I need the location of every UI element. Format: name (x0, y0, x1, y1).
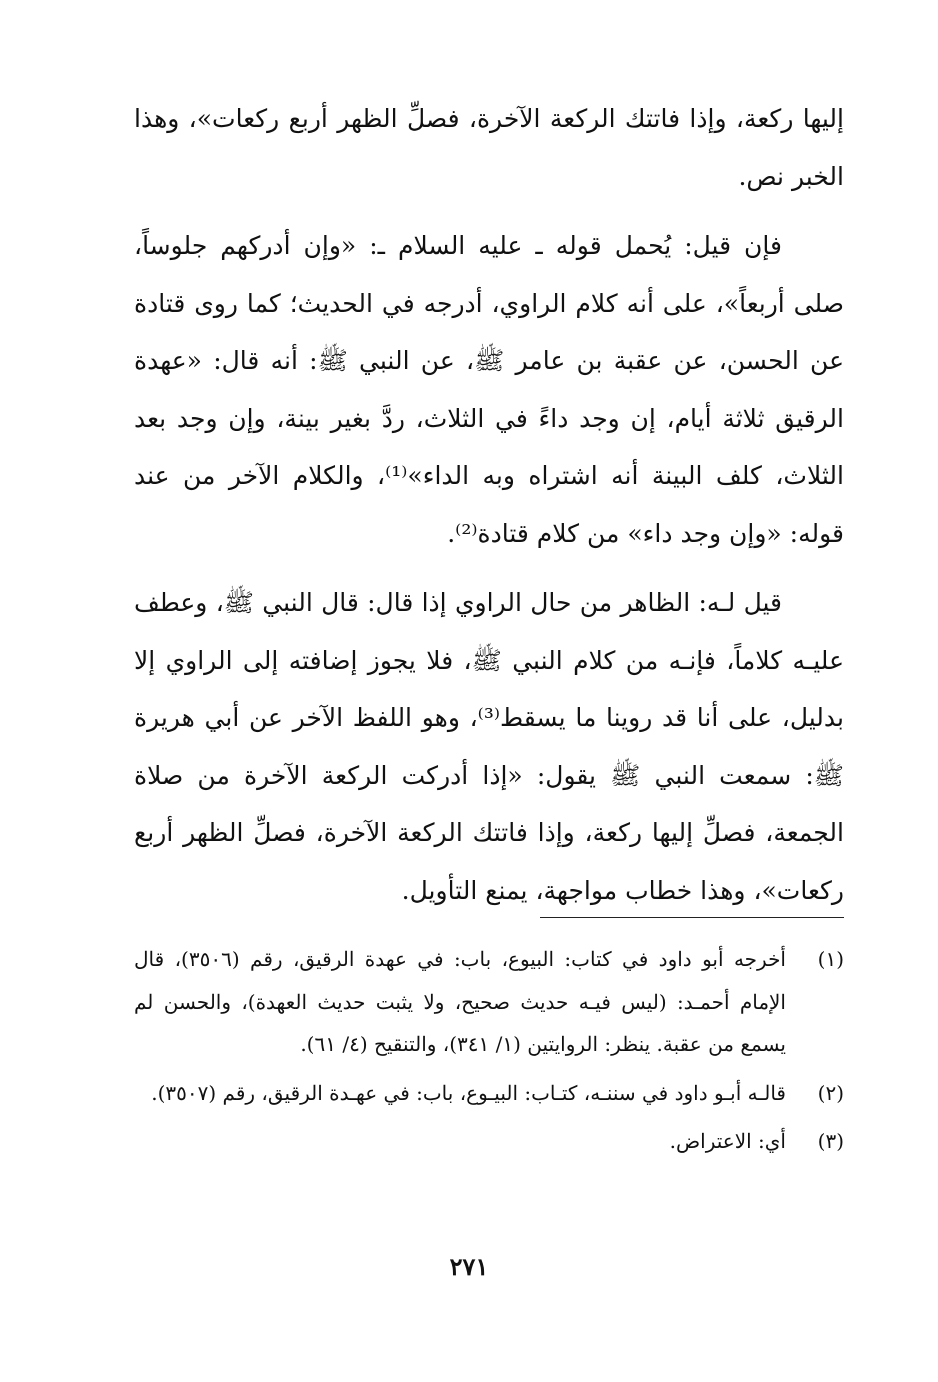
footnote-1 (134, 938, 844, 1066)
footnotes-block (134, 938, 844, 1169)
paragraph-objection: فإن قيل: يُحمل قوله ـ عليه السلام ـ: «وإن أدركهم جلوساً، صلى أربعاً»، على أنه كلام الراوي، أدرجه في الحديث؛ كما روى قتادة عن الحسن، عن عقبة بن عامر ﷺ، عن النبي ﷺ: أنه قال: «عهدة الرقيق ثلاثة أيام، إن وجد داءً في الثلاث، ردَّ بغير بينة، وإن وجد بعد الثلاث، كلف البينة أنه اشتراه وبه الداء»⁽¹⁾، والكلام الآخر من عند قوله: «وإن وجد داء» من كلام قتادة⁽²⁾. (134, 231, 844, 548)
footnote-2 (134, 1072, 844, 1115)
footnote-separator (540, 917, 844, 918)
footnote-text: أي: الاعتراض. (669, 1129, 786, 1153)
paragraph-continuation: إليها ركعة، وإذا فاتتك الركعة الآخرة، فصلِّ الظهر أربع ركعات»، وهذا الخبر نص. (134, 104, 844, 191)
page-number: ٢٧١ (449, 1252, 489, 1281)
footnote-text: أخرجه أبو داود في كتاب: البيوع، باب: في عهدة الرقيق، رقم (٣٥٠٦)، قال الإمام أحمـد: (ليس فيـه حديث صحيح، ولا يثبت حديث العهدة)، والحسن لم يسمع من عقبة. ينظر: الروايتين (١/ ٣٤١)، والتنقيح (٤/ ٦١). (134, 947, 786, 1056)
footnote-text: قالـه أبـو داود في سننـه، كتـاب: البيـوع، باب: في عهـدة الرقيق، رقم (٣٥٠٧). (151, 1080, 786, 1105)
paragraph-response: قيل لـه: الظاهر من حال الراوي إذا قال: قال النبي ﷺ، وعطف عليـه كلاماً، فإنـه من كلام النبي ﷺ، فلا يجوز إضافته إلى الراوي إلا بدليل، على أنا قد روينا ما يسقط⁽³⁾، وهو اللفظ الآخر عن أبي هريرة ﷺ: سمعت النبي ﷺ يقول: «إذا أدركت الركعة الآخرة من صلاة الجمعة، فصلِّ إليها ركعة، وإذا فاتتك الركعة الآخرة، فصلِّ الظهر أربع ركعات»، وهذا خطاب مواجهة، يمنع التأويل. (134, 588, 844, 905)
main-text-block (134, 90, 844, 919)
footnote-number: (٢) (817, 1080, 844, 1105)
footnote-number: (١) (817, 947, 844, 971)
footnote-3 (134, 1120, 844, 1163)
footnote-number: (٣) (817, 1129, 844, 1153)
